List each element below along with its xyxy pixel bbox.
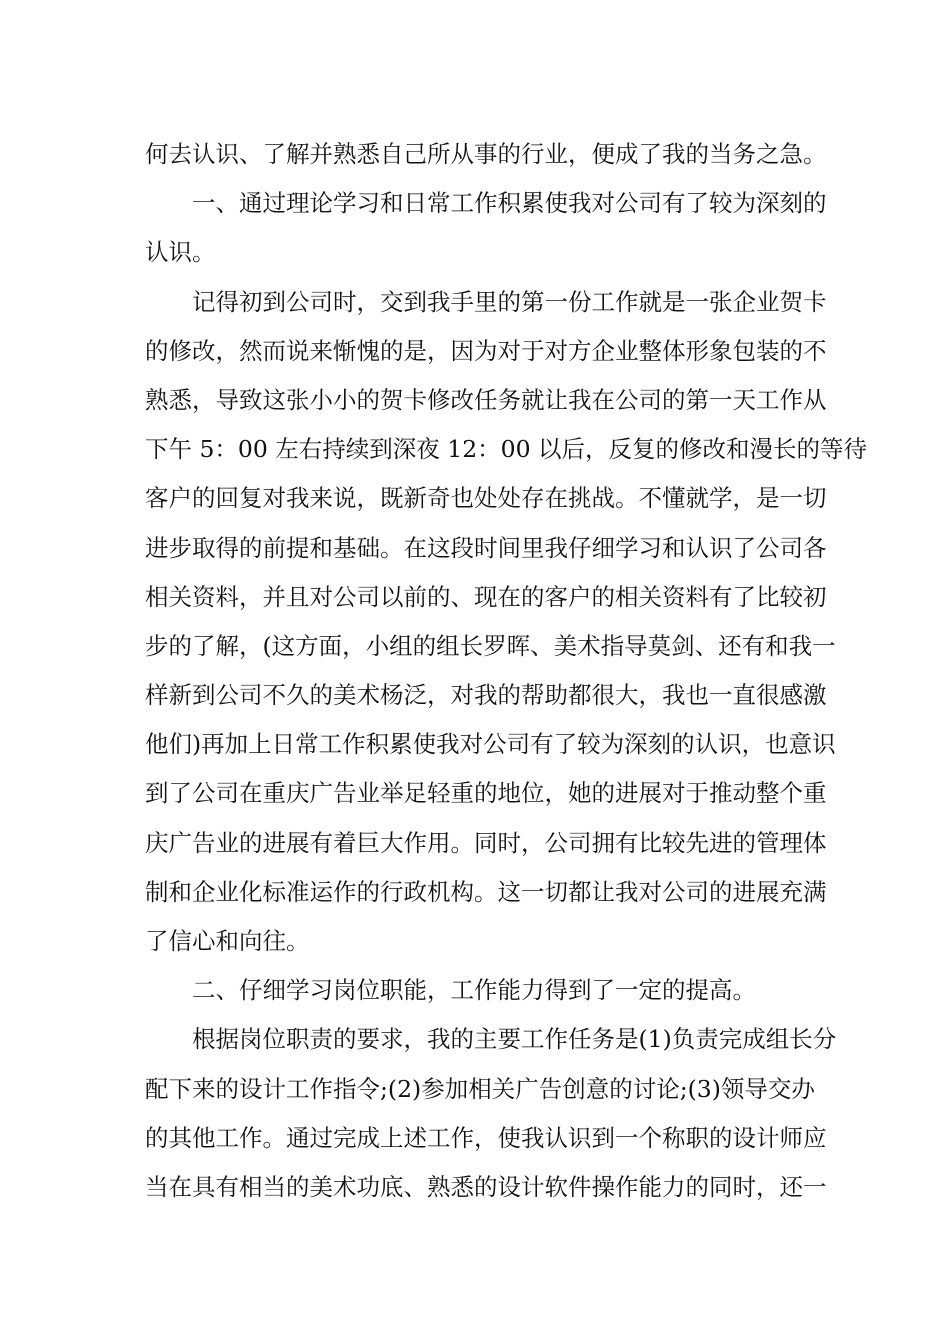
text-line: 到了公司在重庆广告业举足轻重的地位，她的进展对于推动整个重: [145, 779, 827, 808]
text-line: 制和企业化标准运作的行政机构。这一切都让我对公司的进展充满: [145, 877, 827, 906]
text-line: 下午 5：00 左右持续到深夜 12：00 以后，反复的修改和漫长的等待: [145, 435, 868, 464]
text-line: 了信心和向往。: [145, 927, 310, 955]
text-line: 熟悉，导致这张小小的贺卡修改任务就让我在公司的第一天工作从: [145, 385, 827, 414]
text-line: 何去认识、了解并熟悉自己所从事的行业，便成了我的当务之急。: [145, 140, 827, 168]
text-line: 客户的回复对我来说，既新奇也处处存在挑战。不懂就学，是一切: [145, 484, 827, 513]
text-line: 根据岗位职责的要求，我的主要工作任务是(1)负责完成组长分: [192, 1025, 837, 1054]
text-line: 认识。: [145, 238, 216, 267]
text-line: 记得初到公司时，交到我手里的第一份工作就是一张企业贺卡: [192, 287, 827, 316]
text-line: 的其他工作。通过完成上述工作，使我认识到一个称职的设计师应: [145, 1123, 827, 1152]
text-line: 庆广告业的进展有着巨大作用。同时，公司拥有比较先进的管理体: [145, 828, 827, 857]
text-line: 的修改，然而说来惭愧的是，因为对于对方企业整体形象包装的不: [145, 336, 827, 365]
text-line: 他们)再加上日常工作积累使我对公司有了较为深刻的认识，也意识: [145, 730, 836, 759]
text-line: 步的了解，(这方面，小组的组长罗晖、美术指导莫剑、还有和我一: [145, 631, 836, 660]
text-line: 配下来的设计工作指令;(2)参加相关广告创意的讨论;(3)领导交办: [145, 1074, 815, 1103]
text-line: 相关资料，并且对公司以前的、现在的客户的相关资料有了比较初: [145, 582, 827, 611]
document-body: [145, 130, 868, 1212]
text-line: 当在具有相当的美术功底、熟悉的设计软件操作能力的同时，还一: [145, 1172, 827, 1201]
text-line-heading-1: 一、通过理论学习和日常工作积累使我对公司有了较为深刻的: [192, 189, 827, 218]
text-line: 样新到公司不久的美术杨泛，对我的帮助都很大，我也一直很感激: [145, 681, 827, 710]
text-line: 进步取得的前提和基础。在这段时间里我仔细学习和认识了公司各: [145, 533, 827, 562]
text-line-heading-2: 二、仔细学习岗位职能，工作能力得到了一定的提高。: [192, 976, 756, 1005]
